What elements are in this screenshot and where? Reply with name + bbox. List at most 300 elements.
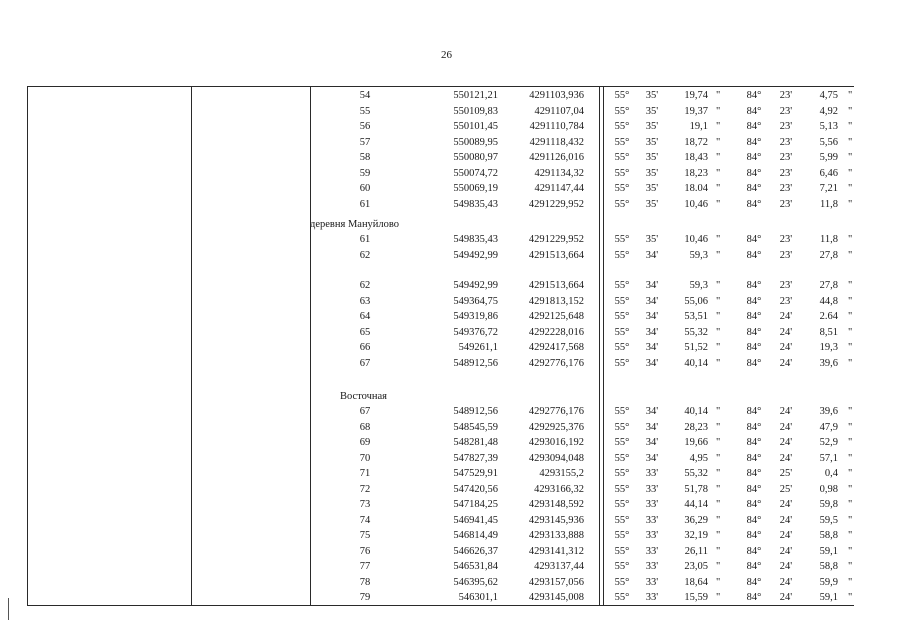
lat-minutes: 33' [645, 484, 659, 495]
lat-minutes: 34' [645, 406, 659, 417]
lat-seconds: 40,14 [684, 358, 708, 369]
lon-seconds-mark: " [848, 152, 853, 163]
coord-x: 549492,99 [453, 280, 498, 291]
lat-degrees: 55° [614, 468, 630, 479]
lon-seconds: 59,8 [819, 499, 838, 510]
coord-y: 4293157,056 [528, 577, 584, 588]
point-number: 75 [359, 530, 371, 541]
table-row [0, 356, 905, 371]
table-row [0, 119, 905, 134]
lon-degrees: 84° [746, 199, 762, 210]
lon-minutes: 24' [779, 453, 793, 464]
lon-minutes: 24' [779, 437, 793, 448]
point-number: 56 [359, 121, 371, 132]
lat-seconds: 19,74 [684, 90, 708, 101]
point-number: 77 [359, 561, 371, 572]
table-row [0, 248, 905, 263]
page-number: 26 [441, 49, 452, 61]
lat-seconds: 10,46 [684, 234, 708, 245]
lon-degrees: 84° [746, 484, 762, 495]
coord-x: 549376,72 [453, 327, 498, 338]
lat-minutes: 34' [645, 327, 659, 338]
lon-degrees: 84° [746, 453, 762, 464]
lat-seconds: 19,66 [684, 437, 708, 448]
lon-seconds-mark: " [848, 137, 853, 148]
section-title: Восточная [340, 391, 387, 402]
lon-degrees: 84° [746, 280, 762, 291]
lon-degrees: 84° [746, 499, 762, 510]
point-number: 63 [359, 296, 371, 307]
coord-y: 4292228,016 [528, 327, 584, 338]
lat-seconds-mark: " [716, 406, 721, 417]
lon-seconds: 5,13 [819, 121, 838, 132]
table-row [0, 325, 905, 340]
coord-y: 4292776,176 [528, 406, 584, 417]
coord-x: 547827,39 [453, 453, 498, 464]
lat-minutes: 35' [645, 152, 659, 163]
lat-seconds-mark: " [716, 577, 721, 588]
lon-minutes: 24' [779, 515, 793, 526]
lon-seconds: 2.64 [819, 311, 838, 322]
lon-seconds-mark: " [848, 311, 853, 322]
lat-degrees: 55° [614, 561, 630, 572]
lon-seconds-mark: " [848, 561, 853, 572]
lat-seconds-mark: " [716, 137, 721, 148]
lat-seconds-mark: " [716, 453, 721, 464]
lat-seconds-mark: " [716, 358, 721, 369]
point-number: 64 [359, 311, 371, 322]
lat-seconds-mark: " [716, 152, 721, 163]
lat-seconds: 51,52 [684, 342, 708, 353]
lat-degrees: 55° [614, 296, 630, 307]
lon-seconds: 5,56 [819, 137, 838, 148]
table-row [0, 278, 905, 293]
lat-degrees: 55° [614, 106, 630, 117]
lat-seconds: 4,95 [689, 453, 708, 464]
coord-y: 4293166,32 [534, 484, 584, 495]
lat-degrees: 55° [614, 137, 630, 148]
lon-seconds-mark: " [848, 342, 853, 353]
lon-degrees: 84° [746, 592, 762, 603]
coord-x: 550109,83 [453, 106, 498, 117]
lat-minutes: 35' [645, 121, 659, 132]
coord-y: 4291118,432 [529, 137, 584, 148]
lat-seconds-mark: " [716, 106, 721, 117]
lat-minutes: 33' [645, 499, 659, 510]
lat-seconds-mark: " [716, 121, 721, 132]
lon-degrees: 84° [746, 422, 762, 433]
lon-minutes: 25' [779, 484, 793, 495]
lat-degrees: 55° [614, 422, 630, 433]
coord-x: 549319,86 [453, 311, 498, 322]
table-row [0, 513, 905, 528]
coord-y: 4293145,936 [528, 515, 584, 526]
point-number: 67 [359, 358, 371, 369]
lat-seconds: 51,78 [684, 484, 708, 495]
coord-x: 550121,21 [453, 90, 498, 101]
coord-y: 4292417,568 [528, 342, 584, 353]
lon-minutes: 23' [779, 90, 793, 101]
coord-x: 546531,84 [453, 561, 498, 572]
lat-degrees: 55° [614, 592, 630, 603]
point-number: 70 [359, 453, 371, 464]
coord-x: 548912,56 [453, 358, 498, 369]
lat-seconds: 19,1 [689, 121, 708, 132]
coord-x: 546814,49 [453, 530, 498, 541]
lat-seconds-mark: " [716, 592, 721, 603]
point-number: 78 [359, 577, 371, 588]
lat-seconds: 36,29 [684, 515, 708, 526]
table-row [0, 166, 905, 181]
lat-seconds-mark: " [716, 250, 721, 261]
lon-minutes: 23' [779, 234, 793, 245]
coord-x: 550080,97 [453, 152, 498, 163]
lon-degrees: 84° [746, 406, 762, 417]
lon-degrees: 84° [746, 121, 762, 132]
point-number: 71 [359, 468, 371, 479]
lat-seconds: 32,19 [684, 530, 708, 541]
lon-degrees: 84° [746, 577, 762, 588]
lat-seconds: 19,37 [684, 106, 708, 117]
lon-minutes: 24' [779, 530, 793, 541]
table-row [0, 232, 905, 247]
table-row [0, 497, 905, 512]
lat-degrees: 55° [614, 168, 630, 179]
lat-seconds-mark: " [716, 199, 721, 210]
lat-minutes: 35' [645, 199, 659, 210]
table-row [0, 435, 905, 450]
lon-seconds-mark: " [848, 106, 853, 117]
lat-degrees: 55° [614, 577, 630, 588]
lat-minutes: 35' [645, 183, 659, 194]
lat-minutes: 34' [645, 311, 659, 322]
lon-seconds-mark: " [848, 437, 853, 448]
lon-minutes: 23' [779, 280, 793, 291]
lat-degrees: 55° [614, 311, 630, 322]
coord-x: 550074,72 [453, 168, 498, 179]
lon-degrees: 84° [746, 168, 762, 179]
lon-seconds: 39,6 [819, 406, 838, 417]
table-row [0, 340, 905, 355]
lat-seconds: 23,05 [684, 561, 708, 572]
lat-seconds-mark: " [716, 342, 721, 353]
lon-minutes: 24' [779, 342, 793, 353]
lon-seconds-mark: " [848, 422, 853, 433]
lat-degrees: 55° [614, 250, 630, 261]
point-number: 67 [359, 406, 371, 417]
lon-degrees: 84° [746, 515, 762, 526]
lat-seconds-mark: " [716, 530, 721, 541]
lon-minutes: 24' [779, 358, 793, 369]
coord-y: 4291147,44 [534, 183, 584, 194]
table-row [0, 544, 905, 559]
lon-seconds: 6,46 [819, 168, 838, 179]
coord-x: 549492,99 [453, 250, 498, 261]
coord-y: 4292925,376 [528, 422, 584, 433]
lat-degrees: 55° [614, 121, 630, 132]
point-number: 54 [359, 90, 371, 101]
coord-y: 4291103,936 [529, 90, 584, 101]
lat-minutes: 34' [645, 453, 659, 464]
lat-degrees: 55° [614, 342, 630, 353]
coord-y: 4292776,176 [528, 358, 584, 369]
lat-minutes: 33' [645, 515, 659, 526]
lat-seconds-mark: " [716, 234, 721, 245]
lon-seconds: 58,8 [819, 530, 838, 541]
coord-y: 4293155,2 [539, 468, 584, 479]
lon-seconds-mark: " [848, 530, 853, 541]
lon-seconds: 59,1 [819, 592, 838, 603]
lon-minutes: 24' [779, 577, 793, 588]
coord-y: 4293145,008 [528, 592, 584, 603]
lat-minutes: 33' [645, 530, 659, 541]
lon-degrees: 84° [746, 296, 762, 307]
lon-minutes: 24' [779, 327, 793, 338]
lat-seconds: 55,32 [684, 327, 708, 338]
lon-minutes: 24' [779, 422, 793, 433]
coord-x: 546395,62 [453, 577, 498, 588]
lat-seconds: 53,51 [684, 311, 708, 322]
coord-x: 549261,1 [458, 342, 498, 353]
lon-degrees: 84° [746, 311, 762, 322]
point-number: 59 [359, 168, 371, 179]
point-number: 79 [359, 592, 371, 603]
lon-degrees: 84° [746, 561, 762, 572]
lon-seconds-mark: " [848, 183, 853, 194]
lon-minutes: 24' [779, 561, 793, 572]
lat-seconds-mark: " [716, 484, 721, 495]
table-row [0, 309, 905, 324]
lon-seconds: 47,9 [819, 422, 838, 433]
lat-seconds: 26,11 [684, 546, 708, 557]
table-row [0, 528, 905, 543]
coord-y: 4291107,04 [534, 106, 584, 117]
lon-degrees: 84° [746, 234, 762, 245]
table-row [0, 575, 905, 590]
lon-seconds: 58,8 [819, 561, 838, 572]
point-number: 74 [359, 515, 371, 526]
lon-minutes: 23' [779, 137, 793, 148]
lat-seconds: 18,72 [684, 137, 708, 148]
lat-minutes: 34' [645, 422, 659, 433]
lat-seconds: 59,3 [689, 280, 708, 291]
lon-seconds: 27,8 [819, 250, 838, 261]
lat-seconds-mark: " [716, 422, 721, 433]
table-row [0, 404, 905, 419]
lat-minutes: 34' [645, 296, 659, 307]
lat-seconds-mark: " [716, 90, 721, 101]
lat-degrees: 55° [614, 437, 630, 448]
coord-x: 547420,56 [453, 484, 498, 495]
point-number: 57 [359, 137, 371, 148]
coord-x: 550101,45 [453, 121, 498, 132]
coord-y: 4291813,152 [528, 296, 584, 307]
lon-degrees: 84° [746, 530, 762, 541]
lon-degrees: 84° [746, 106, 762, 117]
table-row [0, 420, 905, 435]
lat-seconds: 55,06 [684, 296, 708, 307]
lat-seconds: 18,43 [684, 152, 708, 163]
table-row [0, 482, 905, 497]
point-number: 68 [359, 422, 371, 433]
point-number: 73 [359, 499, 371, 510]
lat-degrees: 55° [614, 406, 630, 417]
lat-seconds-mark: " [716, 468, 721, 479]
lat-degrees: 55° [614, 546, 630, 557]
lon-minutes: 23' [779, 121, 793, 132]
point-number: 62 [359, 250, 371, 261]
lat-seconds: 18,64 [684, 577, 708, 588]
lon-seconds: 8,51 [819, 327, 838, 338]
lat-seconds-mark: " [716, 168, 721, 179]
lon-seconds-mark: " [848, 499, 853, 510]
lon-seconds: 11,8 [820, 234, 838, 245]
lon-seconds: 59,5 [819, 515, 838, 526]
lon-degrees: 84° [746, 327, 762, 338]
lat-seconds-mark: " [716, 296, 721, 307]
lon-seconds: 57,1 [819, 453, 838, 464]
point-number: 66 [359, 342, 371, 353]
coord-x: 549835,43 [453, 199, 498, 210]
coord-x: 548281,48 [453, 437, 498, 448]
lon-degrees: 84° [746, 468, 762, 479]
point-number: 62 [359, 280, 371, 291]
coord-x: 550089,95 [453, 137, 498, 148]
point-number: 65 [359, 327, 371, 338]
lat-seconds-mark: " [716, 515, 721, 526]
lat-minutes: 35' [645, 106, 659, 117]
lat-minutes: 35' [645, 90, 659, 101]
table-row [0, 294, 905, 309]
lat-degrees: 55° [614, 183, 630, 194]
lon-minutes: 23' [779, 106, 793, 117]
point-number: 72 [359, 484, 371, 495]
table-row [0, 590, 905, 605]
point-number: 58 [359, 152, 371, 163]
lat-minutes: 35' [645, 234, 659, 245]
coord-y: 4291126,016 [529, 152, 584, 163]
table-row [0, 135, 905, 150]
lon-seconds: 19,3 [819, 342, 838, 353]
lon-seconds: 11,8 [820, 199, 838, 210]
lon-seconds: 4,75 [819, 90, 838, 101]
lon-seconds-mark: " [848, 406, 853, 417]
point-number: 61 [359, 234, 371, 245]
lat-degrees: 55° [614, 90, 630, 101]
table-row [0, 150, 905, 165]
lon-degrees: 84° [746, 437, 762, 448]
table-row [0, 88, 905, 103]
lon-seconds-mark: " [848, 234, 853, 245]
lat-degrees: 55° [614, 499, 630, 510]
lon-minutes: 23' [779, 152, 793, 163]
lat-minutes: 35' [645, 137, 659, 148]
lon-minutes: 23' [779, 250, 793, 261]
lat-minutes: 34' [645, 250, 659, 261]
coord-x: 547184,25 [453, 499, 498, 510]
lon-degrees: 84° [746, 250, 762, 261]
lat-minutes: 34' [645, 280, 659, 291]
lon-degrees: 84° [746, 358, 762, 369]
lat-seconds: 18,23 [684, 168, 708, 179]
lon-seconds-mark: " [848, 577, 853, 588]
coord-y: 4293137,44 [534, 561, 584, 572]
lon-degrees: 84° [746, 183, 762, 194]
lat-seconds-mark: " [716, 311, 721, 322]
lon-seconds: 4,92 [819, 106, 838, 117]
point-number: 69 [359, 437, 371, 448]
lon-seconds-mark: " [848, 515, 853, 526]
lat-seconds: 28,23 [684, 422, 708, 433]
coord-y: 4291229,952 [528, 199, 584, 210]
lon-seconds-mark: " [848, 199, 853, 210]
point-number: 55 [359, 106, 371, 117]
lat-degrees: 55° [614, 515, 630, 526]
lon-minutes: 23' [779, 183, 793, 194]
lat-degrees: 55° [614, 453, 630, 464]
lat-seconds: 40,14 [684, 406, 708, 417]
table-row [0, 559, 905, 574]
lon-minutes: 23' [779, 168, 793, 179]
lon-seconds: 59,9 [819, 577, 838, 588]
coord-y: 4293094,048 [528, 453, 584, 464]
lat-seconds-mark: " [716, 561, 721, 572]
point-number: 76 [359, 546, 371, 557]
lat-minutes: 33' [645, 546, 659, 557]
table-row [0, 197, 905, 212]
coord-y: 4293016,192 [528, 437, 584, 448]
lon-degrees: 84° [746, 137, 762, 148]
coord-x: 546301,1 [458, 592, 498, 603]
lon-minutes: 24' [779, 546, 793, 557]
lat-degrees: 55° [614, 152, 630, 163]
lat-degrees: 55° [614, 280, 630, 291]
lon-seconds-mark: " [848, 296, 853, 307]
lon-minutes: 23' [779, 199, 793, 210]
lon-seconds-mark: " [848, 358, 853, 369]
lon-seconds-mark: " [848, 468, 853, 479]
lat-seconds: 15,59 [684, 592, 708, 603]
lat-minutes: 33' [645, 561, 659, 572]
lon-seconds-mark: " [848, 484, 853, 495]
lat-minutes: 33' [645, 592, 659, 603]
lon-seconds-mark: " [848, 327, 853, 338]
lon-seconds: 59,1 [819, 546, 838, 557]
lat-seconds: 18.04 [684, 183, 708, 194]
lat-minutes: 33' [645, 468, 659, 479]
lon-minutes: 24' [779, 499, 793, 510]
lon-seconds-mark: " [848, 121, 853, 132]
lon-seconds: 5,99 [819, 152, 838, 163]
lon-seconds-mark: " [848, 546, 853, 557]
coord-x: 549835,43 [453, 234, 498, 245]
lon-seconds-mark: " [848, 453, 853, 464]
lat-seconds: 44,14 [684, 499, 708, 510]
lat-seconds-mark: " [716, 327, 721, 338]
coord-x: 548545,59 [453, 422, 498, 433]
lat-seconds-mark: " [716, 546, 721, 557]
lon-seconds: 0,98 [819, 484, 838, 495]
table-row [0, 181, 905, 196]
lon-minutes: 24' [779, 311, 793, 322]
lat-seconds: 59,3 [689, 250, 708, 261]
lon-seconds-mark: " [848, 250, 853, 261]
coord-y: 4291110,784 [529, 121, 584, 132]
section-title: деревня Мануйлово [310, 219, 400, 230]
lat-seconds: 55,32 [684, 468, 708, 479]
lat-minutes: 33' [645, 577, 659, 588]
lat-seconds-mark: " [716, 183, 721, 194]
